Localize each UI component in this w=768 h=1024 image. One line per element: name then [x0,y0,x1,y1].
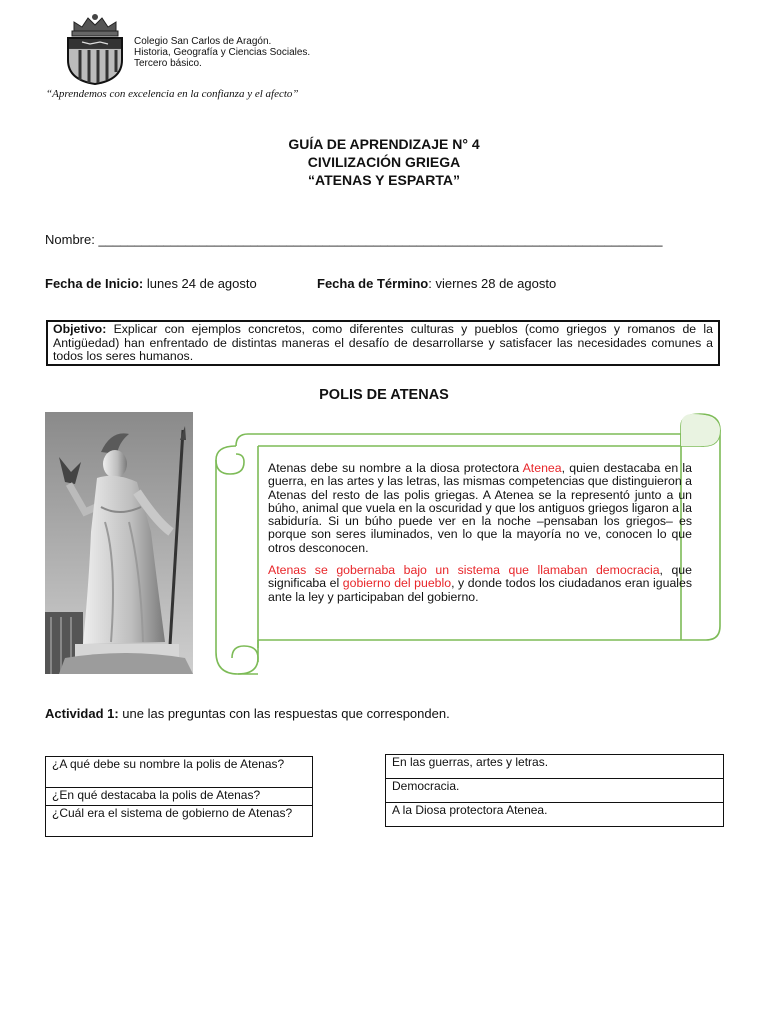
guide-topic: “ATENAS Y ESPARTA” [308,172,460,188]
answers-table [385,754,724,827]
school-subject: Historia, Geografía y Ciencias Sociales. [134,47,311,58]
answer-cell[interactable]: En las guerras, artes y letras. [386,755,724,779]
p1-text-a: Atenas debe su nombre a la diosa protectora [268,461,523,475]
table-row [386,803,724,827]
end-date [317,276,556,291]
answer-cell[interactable]: A la Diosa protectora Atenea. [386,803,724,827]
p1-text-b: , quien destacaba en la guerra, en las artes y las letras, las mismas competencias que distinguieron a Atenas del resto de las polis griegas. A Atenea se la representó junto a un búho, animal que vuela en la oscuridad y que los antiguos griegos ligaron a la sabiduría. Si un búho puede ver en la noche –pensaban los griegos– es porque son seres iluminados, ven lo que la mayoría no ve, conocen lo que otros desconocen. [268,461,692,555]
question-cell[interactable]: ¿En qué destacaba la polis de Atenas? [46,788,313,806]
start-date-value: lunes 24 de agosto [143,276,257,291]
p2-text-a: , que significaba el [268,563,692,591]
activity-label: Actividad 1: [45,706,119,721]
table-row [386,779,724,803]
objective-box [46,320,720,366]
school-crest-logo [60,12,130,86]
athena-statue-image [45,412,193,674]
p2-highlight-democracia: Atenas se gobernaba bajo un sistema que llamaban democracia [268,563,660,577]
answer-cell[interactable]: Democracia. [386,779,724,803]
p2-text-b: , y donde todos los ciudadanos eran iguales ante la ley y participaban del gobierno. [268,576,692,604]
question-cell[interactable]: ¿A qué debe su nombre la polis de Atenas? [46,757,313,788]
end-date-label: Fecha de Término [317,276,429,291]
end-date-value: : viernes 28 de agosto [428,276,557,291]
table-row [46,757,313,788]
objective-label: Objetivo: [53,322,107,336]
school-motto: “Aprendemos con excelencia en la confianza y el afecto” [46,88,299,100]
section-title: POLIS DE ATENAS [319,387,449,403]
table-row [386,755,724,779]
questions-table [45,756,313,837]
question-cell[interactable]: ¿Cuál era el sistema de gobierno de Atenas? [46,806,313,837]
start-date-label: Fecha de Inicio: [45,276,144,291]
school-name: Colegio San Carlos de Aragón. [134,36,272,47]
scroll-paragraph-1 [268,462,692,555]
table-row [46,788,313,806]
p2-highlight-gobierno: gobierno del pueblo [342,576,452,591]
table-row [46,806,313,837]
name-blank-line: ______________________________________________________________________________ [98,232,663,247]
guide-title: GUÍA DE APRENDIZAJE N° 4 [288,136,480,152]
objective-text: Explicar con ejemplos concretos, como diferentes culturas y pueblos (como griegos y romanos de la Antigüedad) han enfrentado de distintas maneras el desafío de desarrollarse y satisfacer las necesidades comunes a todos los seres humanos. [53,322,713,363]
activity-text: une las preguntas con las respuestas que corresponden. [118,706,450,721]
name-field[interactable] [45,232,662,247]
name-label: Nombre: [45,232,95,247]
p1-highlight-atenea: Atenea [522,461,562,475]
guide-subtitle: CIVILIZACIÓN GRIEGA [307,154,461,170]
scroll-paragraph-2 [268,564,692,604]
school-grade: Tercero básico. [134,58,202,69]
start-date [45,276,257,291]
activity-instruction [45,706,450,721]
